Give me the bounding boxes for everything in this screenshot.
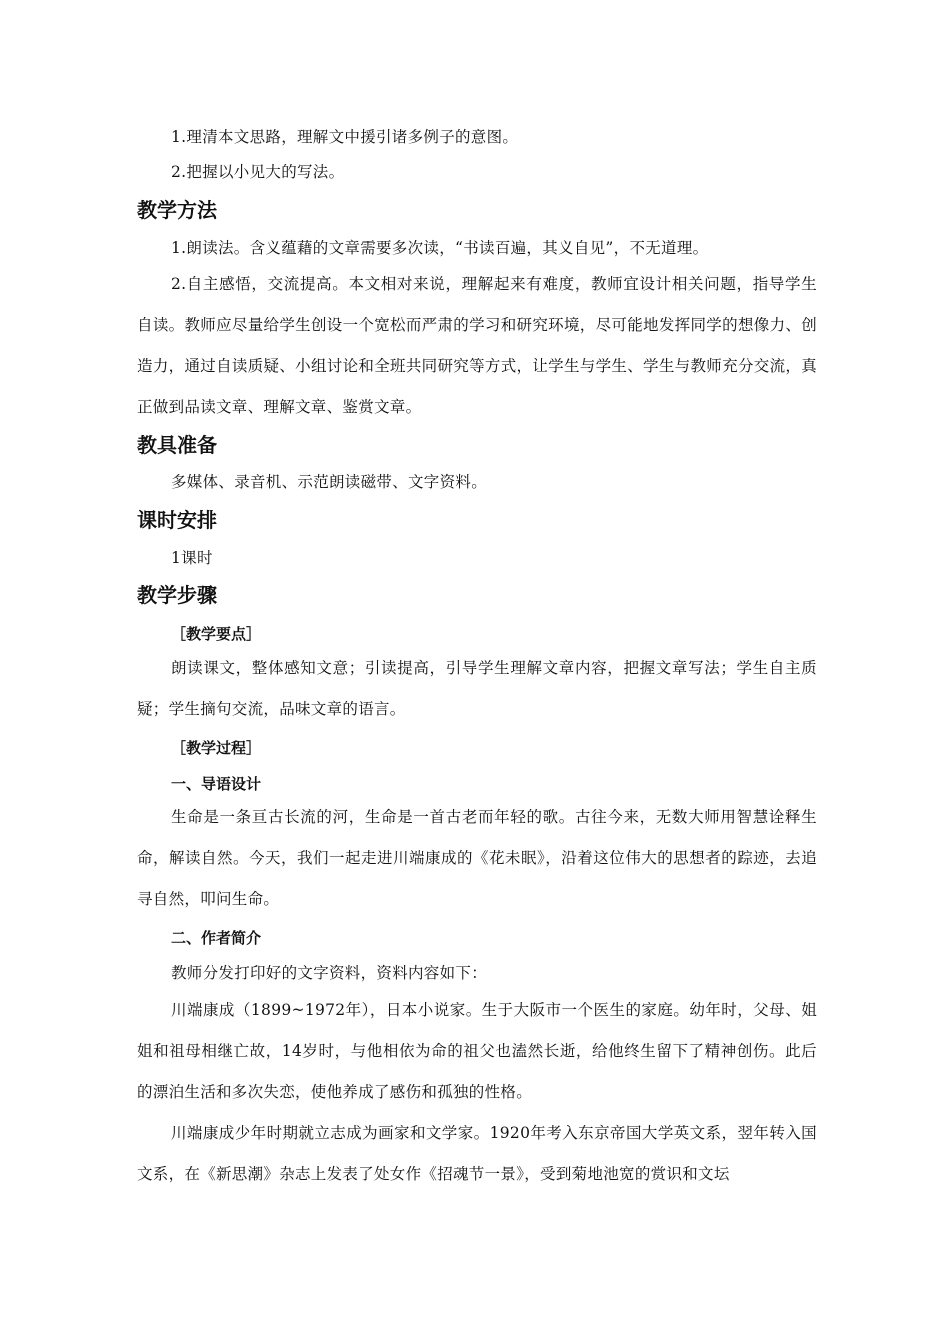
author-intro: 教师分发打印好的文字资料，资料内容如下： [171,964,488,982]
schedule-heading: 课时安排 [137,508,217,532]
objective-1: 1.理清本文思路，理解文中援引诸多例子的意图。 [171,128,519,146]
key-points-text: 朗读课文，整体感知文意；引读提高，引导学生理解文章内容，把握文章写法；学生自主质疑；学生摘句交流，品味文章的语言。 [137,659,817,718]
intro-heading: 一、导语设计 [171,775,262,793]
author-heading: 二、作者简介 [171,929,262,947]
methods-heading: 教学方法 [137,198,217,222]
tools-text: 多媒体、录音机、示范朗读磁带、文字资料。 [171,473,488,491]
tools-heading: 教具准备 [137,433,217,457]
process-label: ［教学过程］ [171,739,262,757]
method-2: 2.自主感悟，交流提高。本文相对来说，理解起来有难度，教师宜设计相关问题，指导学生自读。教师应尽量给学生创设一个宽松而严肃的学习和研究环境，尽可能地发挥同学的想像力、创造力，通过自读质疑、小组讨论和全班共同研究等方式，让学生与学生、学生与教师充分交流，真正做到品读文章、理解文章、鉴赏文章。 [137,275,817,416]
method-1: 1.朗读法。含义蕴藉的文章需要多次读，“书读百遍，其义自见”，不无道理。 [171,239,709,257]
objective-2: 2.把握以小见大的写法。 [171,163,345,181]
key-points-label: ［教学要点］ [171,625,262,643]
author-paragraph-1: 川端康成（1899~1972年），日本小说家。生于大阪市一个医生的家庭。幼年时，父母、姐姐和祖母相继亡故，14岁时，与他相依为命的祖父也溘然长逝，给他终生留下了精神创伤。此后的漂泊生活和多次失恋，使他养成了感伤和孤独的性格。 [137,1001,817,1101]
intro-text: 生命是一条亘古长流的河，生命是一首古老而年轻的歌。古往今来，无数大师用智慧诠释生命，解读自然。今天，我们一起走进川端康成的《花未眠》，沿着这位伟大的思想者的踪迹，去追寻自然，叩问生命。 [137,808,817,908]
steps-heading: 教学步骤 [137,583,217,607]
author-paragraph-2: 川端康成少年时期就立志成为画家和文学家。1920年考入东京帝国大学英文系，翌年转入国文系，在《新思潮》杂志上发表了处女作《招魂节一景》，受到菊地池宽的赏识和文坛 [137,1124,817,1183]
schedule-text: 1课时 [171,549,213,567]
